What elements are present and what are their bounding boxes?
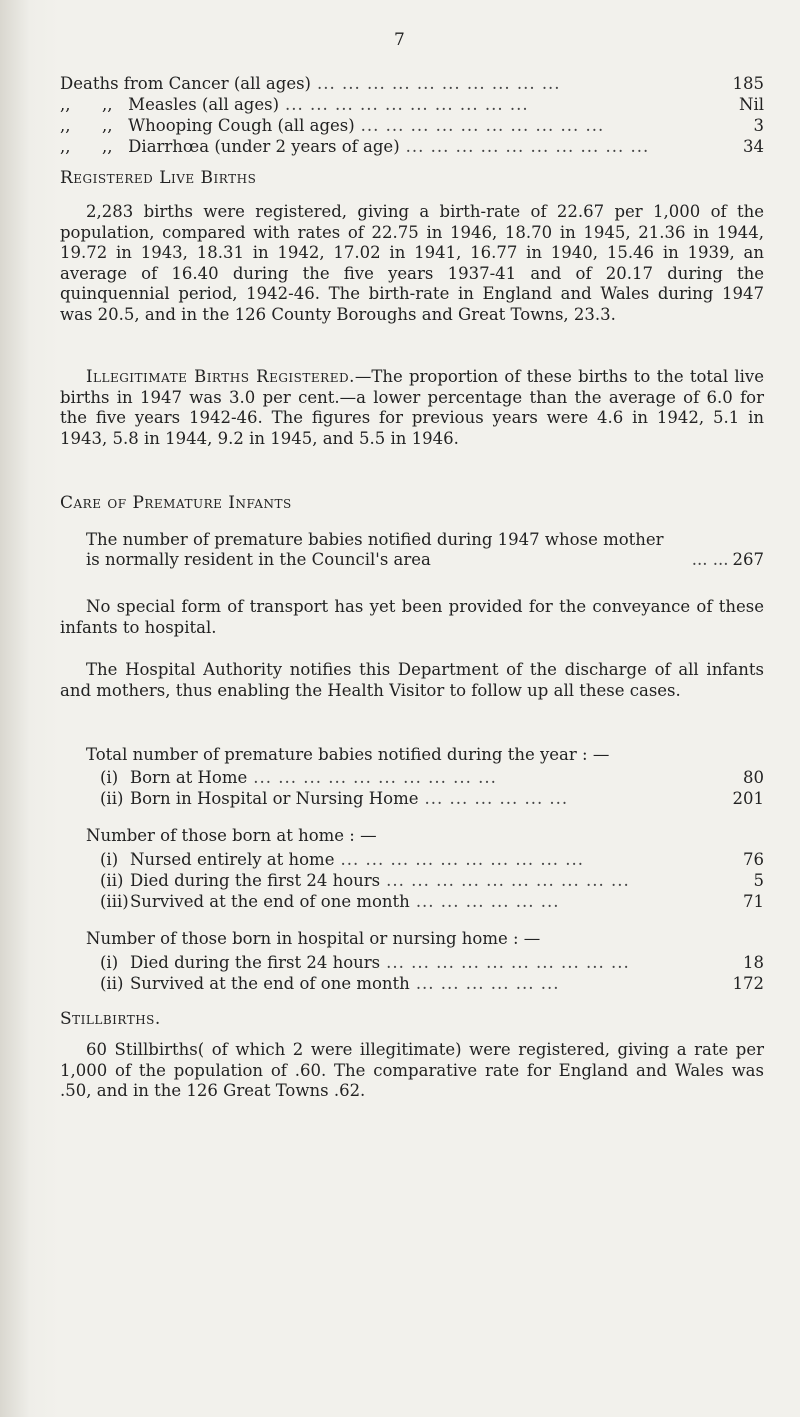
premature-notified-value: 267 <box>732 550 764 569</box>
deaths-row-label: ,, ,, Whooping Cough (all ages) <box>60 116 355 135</box>
home-row-num: (i) <box>100 850 119 869</box>
deaths-row: ,, ,, Diarrhœa (under 2 years of age) ... ... ... ... ... ... ... ... ... ... 34 <box>60 137 764 156</box>
authority-text: The Hospital Authority notifies this Department of the discharge of all infants and mothers, thus enabling the Health Visitor to follow up all these cases. <box>60 660 764 700</box>
hospital-row-value: 18 <box>743 953 764 972</box>
deaths-row: Deaths from Cancer (all ages) ... ... ... ... ... ... ... ... ... ... 185 <box>60 74 764 93</box>
home-row-label: Died during the first 24 hours <box>130 871 381 890</box>
deaths-row-value: 34 <box>743 137 764 156</box>
stillbirths-text: 60 Stillbirths( of which 2 were illegitimate) were registered, giving a rate per 1,000 of the population of .60. The comparative rate for England and Wales was .50, and in the 126 Great Towns .62. <box>60 1040 764 1100</box>
deaths-row-label: ,, ,, Diarrhœa (under 2 years of age) <box>60 137 400 156</box>
page-number: 7 <box>394 30 405 50</box>
home-row: (ii) Died during the first 24 hours ... ... ... ... ... ... ... ... ... ... 5 <box>100 871 764 890</box>
hospital-row: (i) Died during the first 24 hours ... ... ... ... ... ... ... ... ... ... 18 <box>100 953 764 972</box>
home-heading: Number of those born at home : — <box>86 826 377 845</box>
total-row-num: (ii) <box>100 789 124 808</box>
home-row-value: 76 <box>743 850 764 869</box>
deaths-row: ,, ,, Measles (all ages) ... ... ... ... ... ... ... ... ... ... Nil <box>60 95 764 114</box>
deaths-row: ,, ,, Whooping Cough (all ages) ... ... ... ... ... ... ... ... ... ... 3 <box>60 116 764 135</box>
total-row-value: 201 <box>732 789 764 808</box>
home-row-num: (iii) <box>100 892 129 911</box>
premature-heading: Care of Premature Infants <box>60 493 292 513</box>
home-row-label: Survived at the end of one month <box>130 892 410 911</box>
total-heading: Total number of premature babies notified during the year : — <box>86 745 610 764</box>
illegitimate-text: —The proportion of these births to the total live births in 1947 was 3.0 per cent.—a lower percentage than the average of 6.0 for the five years 1942-46. The figures for previous years were 4.6 in 1942, 5.1 in 1943, 5.8 in 1944, 9.2 in 1945, and 5.5 in 1946. <box>60 367 765 448</box>
deaths-row-label: Deaths from Cancer (all ages) <box>60 74 311 93</box>
home-row-value: 5 <box>753 871 764 890</box>
total-row-label: Born in Hospital or Nursing Home <box>130 789 419 808</box>
transport-text: No special form of transport has yet been provided for the conveyance of these infants to hospital. <box>60 597 764 637</box>
stillbirths-heading: Stillbirths. <box>60 1009 161 1029</box>
total-row-value: 80 <box>743 768 764 787</box>
hospital-heading: Number of those born in hospital or nursing home : — <box>86 929 541 948</box>
live-births-text: 2,283 births were registered, giving a birth-rate of 22.67 per 1,000 of the population, compared with rates of 22.75 in 1946, 18.70 in 1945, 21.36 in 1944, 19.72 in 1943, 18.31 in 1942, 17.02 in 1941, 16.77 in 1940, 15.46 in 1939, an average of 16.40 during the five years 1937-41 and of 20.17 during the quinquennial period, 1942-46. The birth-rate in England and Wales during 1947 was 20.5, and in the 126 County Boroughs and Great Towns, 23.3. <box>60 202 764 324</box>
hospital-row-value: 172 <box>732 974 764 993</box>
illegitimate-heading: Illegitimate Births Registered. <box>86 367 355 386</box>
deaths-row-value: Nil <box>739 95 764 114</box>
total-row: (ii) Born in Hospital or Nursing Home ... ... ... ... ... ... 201 <box>100 789 764 808</box>
deaths-row-value: 3 <box>753 116 764 135</box>
home-row-label: Nursed entirely at home <box>130 850 335 869</box>
home-row: (i) Nursed entirely at home ... ... ... ... ... ... ... ... ... ... 76 <box>100 850 764 869</box>
hospital-row: (ii) Survived at the end of one month ... ... ... ... ... ... 172 <box>100 974 764 993</box>
illegitimate-paragraph <box>60 367 764 449</box>
deaths-row-value: 185 <box>732 74 764 93</box>
total-row-num: (i) <box>100 768 119 787</box>
home-row-value: 71 <box>743 892 764 911</box>
total-row-label: Born at Home <box>130 768 248 787</box>
home-row: (iii)Survived at the end of one month ... ... ... ... ... ... 71 <box>100 892 764 911</box>
hospital-row-label: Died during the first 24 hours <box>130 953 381 972</box>
premature-notified: The number of premature babies notified during 1947 whose mother is normally resident in the Council's area ... ... 267 <box>86 530 764 569</box>
live-births-heading: Registered Live Births <box>60 168 257 188</box>
premature-notified-text: The number of premature babies notified during 1947 whose mother is normally resident in the Council's area <box>86 530 664 569</box>
total-row: (i) Born at Home ... ... ... ... ... ... ... ... ... ... 80 <box>100 768 764 787</box>
home-row-num: (ii) <box>100 871 124 890</box>
deaths-row-label: ,, ,, Measles (all ages) <box>60 95 280 114</box>
hospital-row-num: (i) <box>100 953 119 972</box>
hospital-row-num: (ii) <box>100 974 124 993</box>
hospital-row-label: Survived at the end of one month <box>130 974 410 993</box>
